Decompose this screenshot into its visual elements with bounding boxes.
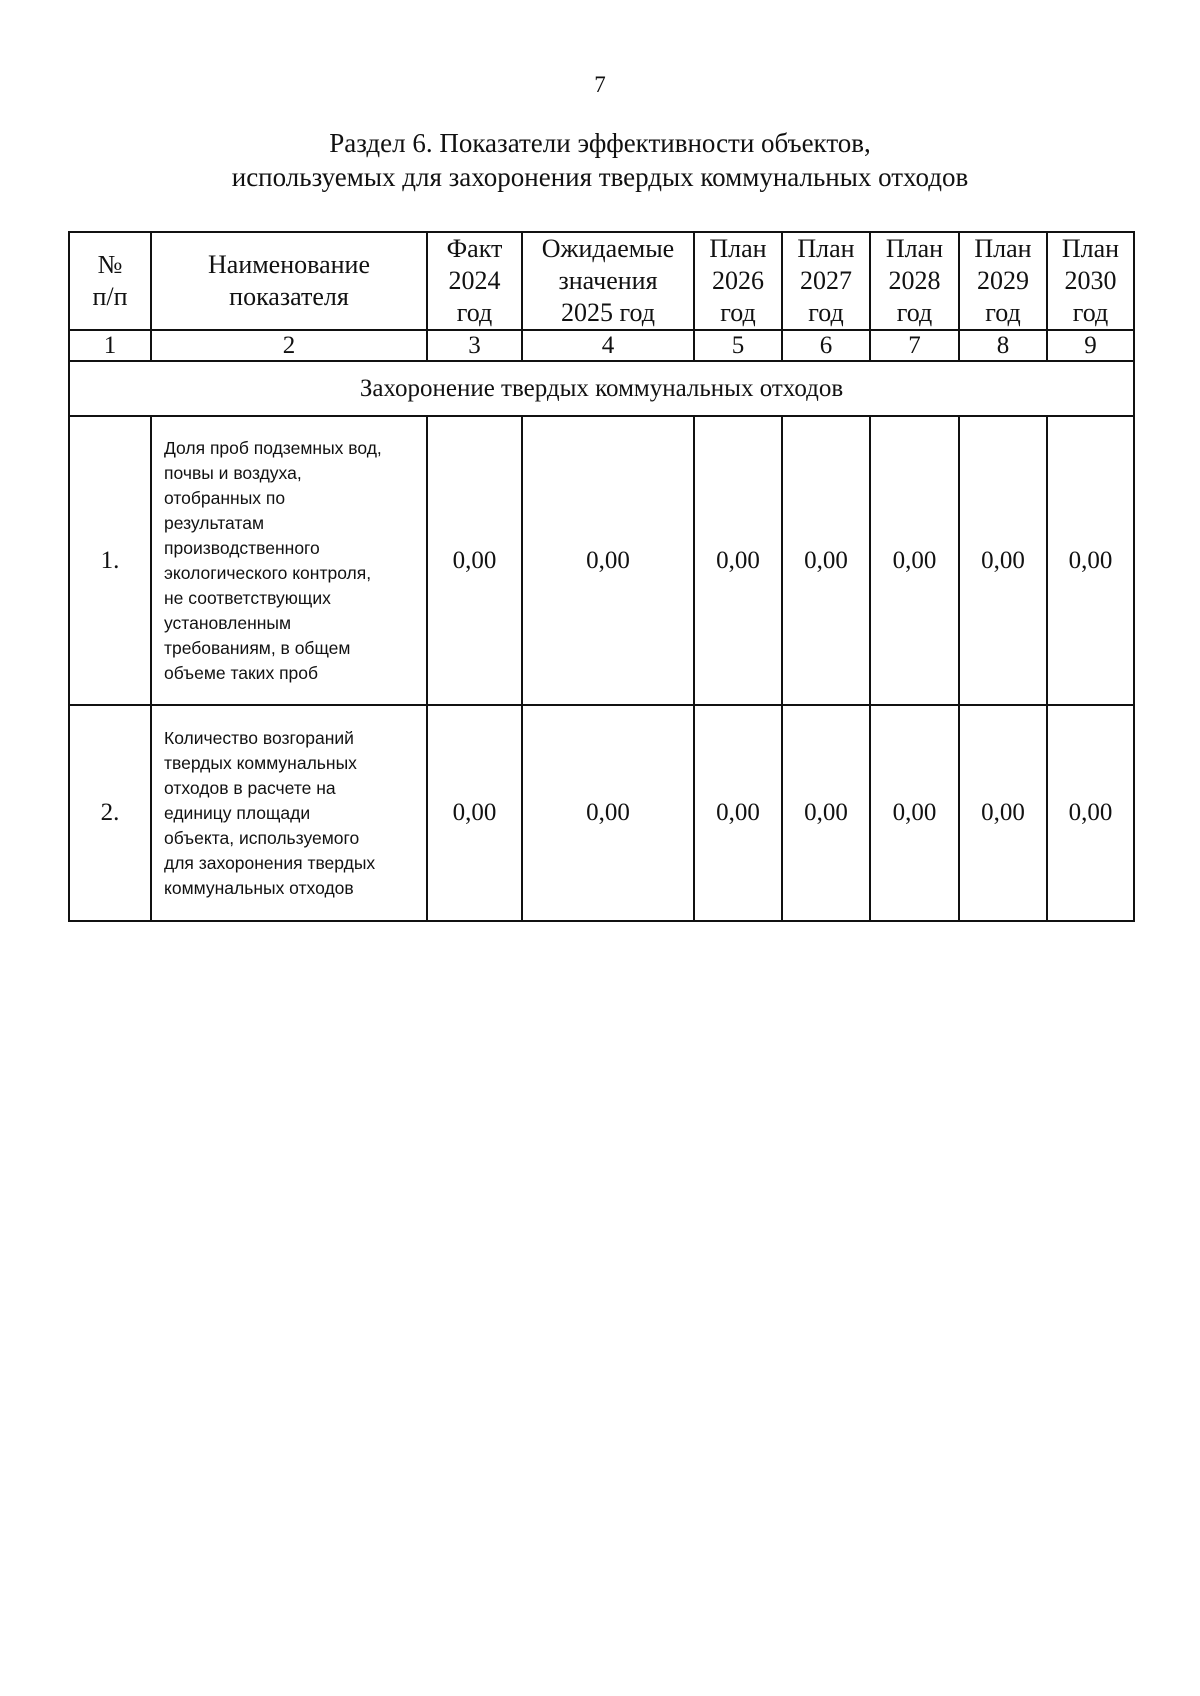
header-cell	[782, 232, 870, 330]
indicator-name	[151, 705, 427, 921]
page-number: 7	[594, 72, 606, 97]
value-cell: 0,00	[959, 705, 1047, 921]
header-line: год	[896, 298, 933, 327]
header-line: год	[985, 298, 1021, 327]
value-cell: 0,00	[522, 416, 694, 705]
group-title: Захоронение твердых коммунальных отходов	[69, 361, 1134, 416]
indicators-table	[68, 231, 1135, 922]
column-number: 8	[959, 330, 1047, 361]
section-title	[0, 126, 1200, 194]
indicator-name-line: результатам	[164, 512, 264, 533]
header-line: год	[808, 298, 844, 327]
indicator-name-line: единицу площади	[164, 802, 311, 823]
header-line: Наименование	[208, 250, 370, 279]
indicator-name-line: объекта, используемого	[164, 827, 360, 848]
value-cell: 0,00	[1047, 705, 1134, 921]
indicator-name-line: твердых коммунальных	[164, 752, 357, 773]
value-cell: 0,00	[782, 705, 870, 921]
column-number: 4	[522, 330, 694, 361]
value-cell: 0,00	[694, 416, 782, 705]
value-cell: 0,00	[522, 705, 694, 921]
indicator-name-line: экологического контроля,	[164, 562, 372, 583]
indicator-name-line: отходов в расчете на	[164, 777, 336, 798]
indicator-name-line: отобранных по	[164, 487, 286, 508]
header-cell	[151, 232, 427, 330]
header-line: показателя	[229, 282, 349, 311]
row-index: 1.	[69, 416, 151, 705]
header-line: год	[1072, 298, 1109, 327]
value-cell: 0,00	[1047, 416, 1134, 705]
header-cell	[522, 232, 694, 330]
header-line: План	[1061, 234, 1120, 263]
header-line: План	[709, 234, 767, 263]
header-cell	[959, 232, 1047, 330]
column-number-row	[69, 330, 1134, 361]
indicator-name-line: почвы и воздуха,	[164, 462, 302, 483]
header-line: 2024	[448, 266, 501, 295]
column-number: 9	[1047, 330, 1134, 361]
header-cell	[1047, 232, 1134, 330]
indicator-name-line: требованиям, в общем	[164, 637, 351, 658]
table-row	[69, 416, 1134, 705]
section-title-line-1: Раздел 6. Показатели эффективности объектов,	[329, 128, 871, 158]
column-number: 1	[69, 330, 151, 361]
header-line: значения	[558, 266, 658, 295]
value-cell: 0,00	[870, 416, 959, 705]
value-cell: 0,00	[959, 416, 1047, 705]
indicator-name-line: Доля проб подземных вод,	[164, 437, 382, 458]
indicator-name-line: Количество возгораний	[164, 727, 354, 748]
indicator-name	[151, 416, 427, 705]
indicator-name-line: коммунальных отходов	[164, 877, 354, 898]
header-line: План	[797, 234, 855, 263]
column-number: 7	[870, 330, 959, 361]
group-row	[69, 361, 1134, 416]
header-cell	[69, 232, 151, 330]
header-line: год	[456, 298, 493, 327]
indicator-name-line: для захоронения твердых	[164, 852, 376, 873]
header-line: п/п	[92, 282, 128, 311]
header-line: План	[974, 234, 1032, 263]
indicator-name-line: не соответствующих	[164, 587, 331, 608]
column-number: 5	[694, 330, 782, 361]
row-index: 2.	[69, 705, 151, 921]
value-cell: 0,00	[782, 416, 870, 705]
indicator-name-line: объеме таких проб	[164, 662, 319, 683]
header-row	[69, 232, 1134, 330]
header-line: год	[720, 298, 756, 327]
section-title-line-2: используемых для захоронения твердых коммунальных отходов	[231, 162, 969, 192]
header-line: №	[97, 250, 123, 279]
header-line: 2028	[888, 266, 941, 295]
table-row	[69, 705, 1134, 921]
value-cell: 0,00	[694, 705, 782, 921]
header-line: Ожидаемые	[541, 234, 675, 263]
header-line: 2025 год	[561, 298, 655, 327]
header-line: Факт	[446, 234, 503, 263]
header-line: 2029	[977, 266, 1029, 295]
header-line: 2026	[712, 266, 764, 295]
column-number: 6	[782, 330, 870, 361]
header-line: План	[885, 234, 944, 263]
value-cell: 0,00	[427, 416, 522, 705]
header-cell	[870, 232, 959, 330]
header-cell	[427, 232, 522, 330]
column-number: 2	[151, 330, 427, 361]
column-number: 3	[427, 330, 522, 361]
header-line: 2030	[1064, 266, 1117, 295]
indicator-name-line: производственного	[164, 537, 320, 558]
indicator-name-line: установленным	[164, 612, 292, 633]
header-line: 2027	[800, 266, 852, 295]
value-cell: 0,00	[870, 705, 959, 921]
value-cell: 0,00	[427, 705, 522, 921]
header-cell	[694, 232, 782, 330]
